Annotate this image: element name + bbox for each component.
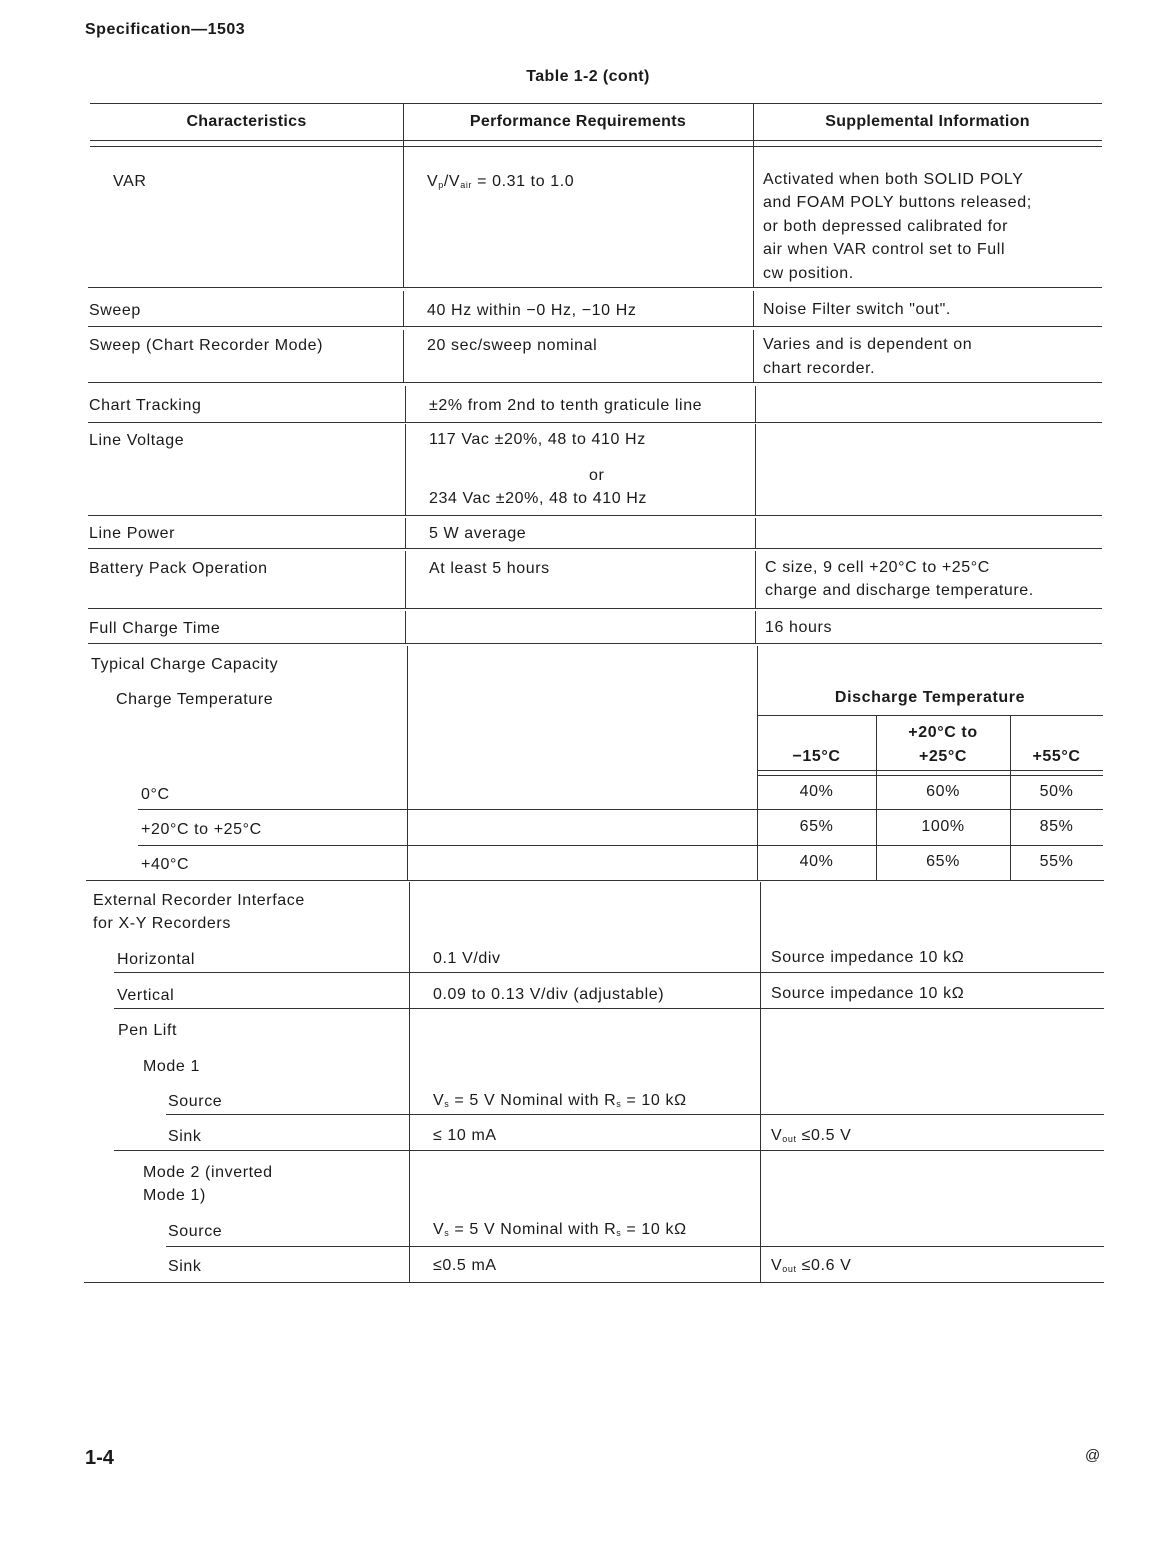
char-ext-recorder-line-2: for X-Y Recorders (93, 915, 231, 932)
table-cell: 40% (799, 783, 834, 800)
supp-var-line-1: Activated when both SOLID POLY (763, 171, 1024, 188)
table-cell: 60% (926, 783, 960, 800)
char-sweep: Sweep (89, 302, 141, 319)
char-mode2-line-1: Mode 2 (inverted (143, 1164, 273, 1181)
table-cell: 40% (799, 853, 834, 870)
char-ext-recorder-line-1: External Recorder Interface (93, 892, 305, 909)
table-cell: 55% (1039, 853, 1074, 870)
perf-var: $V_p/V_{air} = 0.31$ to 1.0 (427, 173, 575, 190)
supp-var-line-4: air when VAR control set to Full (763, 241, 1006, 258)
supp-var-line-2: and FOAM POLY buttons released; (763, 194, 1032, 211)
supp-var-line-3: or both depressed calibrated for (763, 218, 1009, 235)
supp-full-charge: 16 hours (765, 619, 833, 636)
perf-mode2-sink: ≤0.5 mA (433, 1257, 497, 1274)
char-horizontal: Horizontal (117, 951, 196, 968)
char-vertical: Vertical (117, 987, 175, 1004)
supp-mode1-sink: $V_{out} \le 0.5$ V (771, 1127, 852, 1144)
perf-line-voltage-2: 234 Vac ±20%, 48 to 410 Hz (429, 490, 647, 507)
dis-col-20-line2: +25°C (918, 748, 968, 765)
char-pen-lift: Pen Lift (118, 1022, 178, 1039)
charge-row-0c-label: 0°C (141, 786, 170, 803)
table-cell: 100% (921, 818, 965, 835)
supp-mode2-sink: $V_{out} \le 0.6$ V (771, 1257, 852, 1274)
perf-line-power: 5 W average (429, 525, 527, 542)
supp-vertical: Source impedance 10 kΩ (771, 985, 965, 1002)
spec-header: Specification—1503 (85, 21, 246, 38)
perf-sweep-chart: 20 sec/sweep nominal (427, 337, 598, 354)
char-chart-tracking: Chart Tracking (89, 397, 202, 414)
dis-col-minus15: −15°C (792, 748, 841, 765)
perf-line-voltage-or: or (589, 467, 605, 484)
perf-sweep: 40 Hz within −0 Hz, −10 Hz (427, 302, 637, 319)
supp-battery-line-2: charge and discharge temperature. (765, 582, 1034, 599)
table-cell: 65% (926, 853, 960, 870)
perf-mode2-source: $V_s = 5$ V Nominal with $R_s = 10$ kΩ (433, 1221, 687, 1238)
perf-line-voltage-1: 117 Vac ±20%, 48 to 410 Hz (429, 431, 646, 448)
dis-col-20-line1: +20°C to (908, 724, 978, 741)
charge-row-40c-label: +40°C (141, 856, 190, 873)
char-mode1-source: Source (168, 1093, 223, 1110)
char-mode1-sink: Sink (168, 1128, 202, 1145)
char-charge-capacity: Typical Charge Capacity (91, 656, 279, 673)
perf-vertical: 0.09 to 0.13 V/div (adjustable) (433, 986, 665, 1003)
char-mode1: Mode 1 (143, 1058, 200, 1075)
char-battery: Battery Pack Operation (89, 560, 268, 577)
table-cell: 65% (799, 818, 834, 835)
column-header-characteristics: Characteristics (186, 113, 307, 130)
supp-battery-line-1: C size, 9 cell +20°C to +25°C (765, 559, 990, 576)
perf-battery: At least 5 hours (429, 560, 550, 577)
dis-col-plus55: +55°C (1032, 748, 1081, 765)
column-header-supplemental: Supplemental Information (825, 113, 1030, 130)
char-sweep-chart: Sweep (Chart Recorder Mode) (89, 337, 324, 354)
perf-chart-tracking: ±2% from 2nd to tenth graticule line (429, 397, 703, 414)
char-line-voltage: Line Voltage (89, 432, 185, 449)
page-number: 1-4 (85, 1447, 114, 1469)
perf-horizontal: 0.1 V/div (433, 950, 501, 967)
perf-mode1-sink: ≤ 10 mA (433, 1127, 497, 1144)
supp-var-line-5: cw position. (763, 265, 854, 282)
char-mode2-line-2: Mode 1) (143, 1187, 206, 1204)
char-full-charge: Full Charge Time (89, 620, 221, 637)
char-mode2-sink: Sink (168, 1258, 202, 1275)
charge-row-20c-label: +20°C to +25°C (141, 821, 262, 838)
discharge-temperature-title: Discharge Temperature (834, 689, 1026, 706)
char-line-power: Line Power (89, 525, 176, 542)
supp-sweep-chart-line-1: Varies and is dependent on (763, 336, 973, 353)
supp-sweep: Noise Filter switch "out". (763, 301, 951, 318)
supp-sweep-chart-line-2: chart recorder. (763, 360, 876, 377)
supp-horizontal: Source impedance 10 kΩ (771, 949, 965, 966)
table-title: Table 1-2 (cont) (526, 68, 650, 85)
perf-mode1-source: $V_s = 5$ V Nominal with $R_s = 10$ kΩ (433, 1092, 687, 1109)
char-charge-temperature: Charge Temperature (116, 691, 274, 708)
footer-mark: @ (1085, 1447, 1101, 1464)
table-cell: 85% (1039, 818, 1074, 835)
column-header-performance: Performance Requirements (469, 113, 687, 130)
char-var: VAR (113, 173, 147, 190)
char-mode2-source: Source (168, 1223, 223, 1240)
table-cell: 50% (1039, 783, 1074, 800)
